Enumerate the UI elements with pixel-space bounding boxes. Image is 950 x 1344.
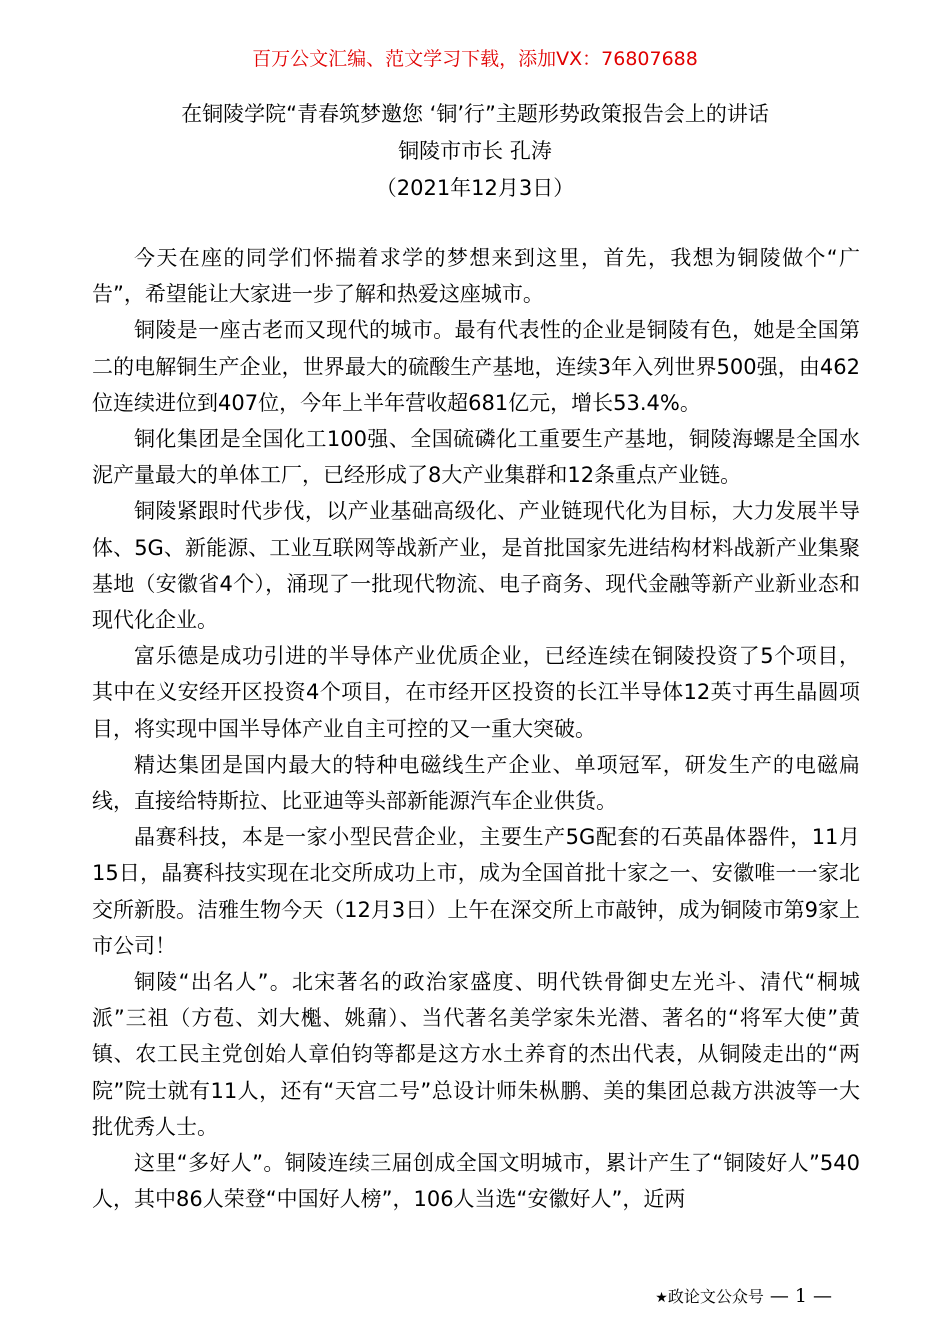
footer-source: 政论文公众号 bbox=[667, 1287, 764, 1306]
speech-body bbox=[92, 240, 860, 1217]
paragraph: 精达集团是国内最大的特种电磁线生产企业、单项冠军，研发生产的电磁扁线，直接给特斯拉、比亚迪等头部新能源汽车企业供货。 bbox=[92, 752, 860, 814]
speech-author: 铜陵市市长 孔涛 bbox=[398, 139, 552, 163]
paragraph: 今天在座的同学们怀揣着求学的梦想来到这里，首先，我想为铜陵做个“广告”，希望能让大家进一步了解和热爱这座城市。 bbox=[92, 246, 860, 307]
paragraph: 铜陵紧跟时代步伐，以产业基础高级化、产业链现代化为目标，大力发展半导体、5G、新能源、工业互联网等战新产业，是首批国家先进结构材料战新产业集聚基地（安徽省4个），涌现了一批现代物流、电子商务、现代金融等新产业新业态和现代化企业。 bbox=[92, 499, 860, 633]
paragraph: 富乐德是成功引进的半导体产业优质企业，已经连续在铜陵投资了5个项目，其中在义安经开区投资4个项目，在市经开区投资的长江半导体12英寸再生晶圆项目，将实现中国半导体产业自主可控的又一重大突破。 bbox=[92, 644, 860, 741]
paragraph: 铜陵“出名人”。北宋著名的政治家盛度、明代铁骨御史左光斗、清代“桐城派”三祖（方苞、刘大櫆、姚鼐）、当代著名美学家朱光潜、著名的“将军大使”黄镇、农工民主党创始人章伯钧等都是这方水土养育的杰出代表，从铜陵走出的“两院”院士就有11人，还有“天宫二号”总设计师朱枞鹏、美的集团总裁方洪波等一大批优秀人士。 bbox=[92, 970, 860, 1139]
paragraph: 晶赛科技，本是一家小型民营企业，主要生产5G配套的石英晶体器件，11月15日，晶赛科技实现在北交所成功上市，成为全国首批十家之一、安徽唯一一家北交所新股。洁雅生物今天（12月3日）上午在深交所上市敲钟，成为铜陵市第9家上市公司！ bbox=[92, 825, 860, 958]
paragraph: 铜化集团是全国化工100强、全国硫磷化工重要生产基地，铜陵海螺是全国水泥产量最大的单体工厂，已经形成了8大产业集群和12条重点产业链。 bbox=[92, 427, 860, 488]
paragraph: 铜陵是一座古老而又现代的城市。最有代表性的企业是铜陵有色，她是全国第二的电解铜生产企业，世界最大的硫酸生产基地，连续3年入列世界500强，由462位连续进位到407位，今年上半年营收超681亿元，增长53.4%。 bbox=[92, 318, 860, 415]
speech-date: （2021年12月3日） bbox=[375, 176, 575, 200]
paragraph: 这里“多好人”。铜陵连续三届创成全国文明城市，累计产生了“铜陵好人”540人，其中86人荣登“中国好人榜”，106人当选“安徽好人”，近两 bbox=[92, 1151, 860, 1212]
title-block bbox=[0, 96, 950, 207]
page-footer bbox=[655, 1283, 832, 1311]
star-icon: ★ bbox=[655, 1290, 668, 1306]
download-banner: 百万公文汇编、范文学习下载，添加VX：76807688 bbox=[252, 48, 698, 70]
page-number: — 1 — bbox=[769, 1285, 832, 1307]
speech-title: 在铜陵学院“青春筑梦邀您 ‘铜’行”主题形势政策报告会上的讲话 bbox=[181, 102, 769, 126]
